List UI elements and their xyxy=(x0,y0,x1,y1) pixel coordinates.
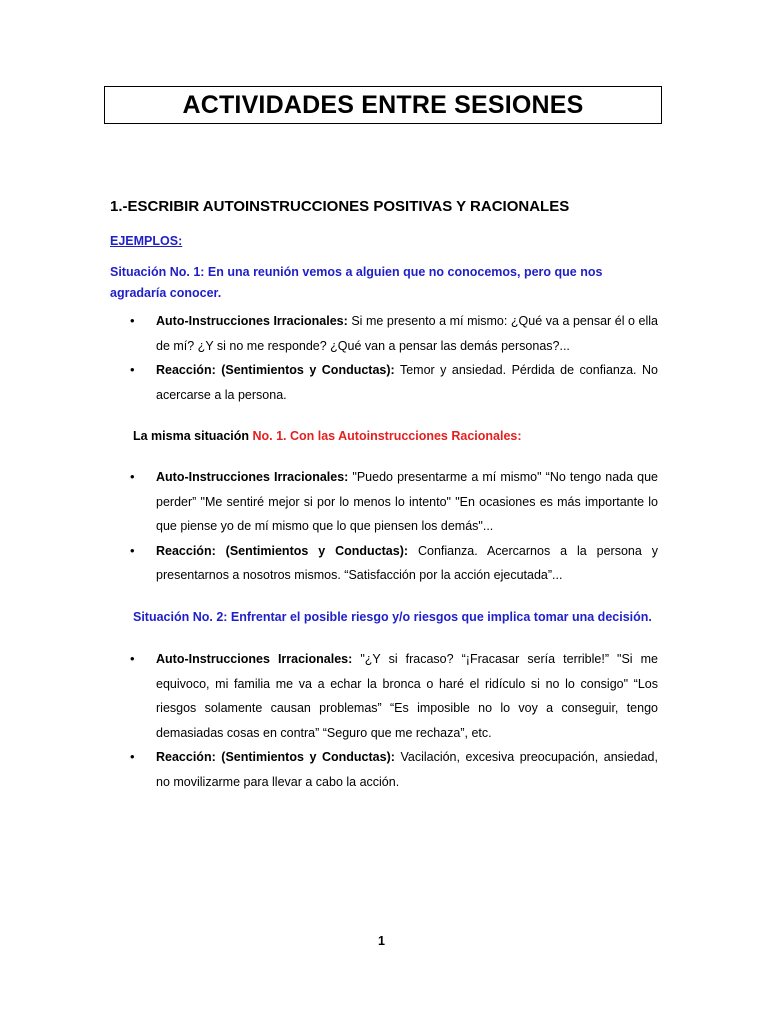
list-item xyxy=(0,358,658,407)
bullet-label: Auto-Instrucciones Irracionales: xyxy=(156,470,349,484)
situation-1-rational-list xyxy=(0,465,768,588)
list-item xyxy=(0,465,658,539)
bullet-text: "Puedo presentarme a mí mismo" “No tengo nada que perder” "Me sentiré mejor si por lo menos lo intento" "En ocasiones es más importante lo que piense yo de mí mismo que lo que piensen los demás"... xyxy=(156,470,658,533)
list-item xyxy=(0,745,658,794)
bullet-label: Reacción: (Sentimientos y Conductas): xyxy=(156,543,409,558)
bullet-text: Si me presento a mí mismo: ¿Qué va a pensar él o ella de mí? ¿Y si no me responde? ¿Qué van a pensar las demás personas?... xyxy=(156,314,658,353)
same-situation-highlight: No. 1. Con las Autoinstrucciones Racionales: xyxy=(252,429,522,443)
bullet-text: Confianza. Acercarnos a la persona y presentarnos a nosotros mismos. “Satisfacción por la acción ejecutada”... xyxy=(156,543,658,582)
same-situation-line xyxy=(133,426,663,447)
list-item xyxy=(0,309,658,358)
same-situation-prefix: La misma situación xyxy=(133,429,253,443)
bullet-text: Temor y ansiedad. Pérdida de confianza. No acercarse a la persona. xyxy=(156,363,658,402)
bullet-text: Vacilación, excesiva preocupación, ansiedad, no movilizarme para llevar a cabo la acción. xyxy=(156,750,658,789)
section-heading: 1.-ESCRIBIR AUTOINSTRUCCIONES POSITIVAS Y RACIONALES xyxy=(110,198,570,215)
list-item xyxy=(0,647,658,745)
bullet-text: "¿Y si fracaso? “¡Fracasar sería terrible!” "Si me equivoco, mi familia me va a echar la bronca o haré el ridículo si no lo consigo" “Los riesgos solamente causan problemas” “Es imposible no lo voy a conseguir, tengo demasiadas cosas en contra” “Seguro que me rechaza”, etc. xyxy=(156,652,658,740)
situation-1: Situación No. 1: En una reunión vemos a alguien que no conocemos, pero que nos agradaría conocer. xyxy=(110,265,603,300)
page-title: ACTIVIDADES ENTRE SESIONES xyxy=(182,90,584,119)
situation-2-list xyxy=(0,647,768,794)
page-number: 1 xyxy=(378,934,385,948)
examples-label: EJEMPLOS: xyxy=(110,234,183,248)
situation-2: Situación No. 2: Enfrentar el posible riesgo y/o riesgos que implica tomar una decisión. xyxy=(133,610,652,624)
title-box xyxy=(104,86,662,124)
bullet-label: Auto-Instrucciones Irracionales: xyxy=(156,652,353,666)
bullet-label: Reacción: (Sentimientos y Conductas): xyxy=(156,750,395,764)
bullet-label: Auto-Instrucciones Irracionales: xyxy=(156,314,348,328)
bullet-label: Reacción: (Sentimientos y Conductas): xyxy=(156,363,395,377)
list-item xyxy=(0,539,658,588)
situation-1-irrational-list xyxy=(0,309,768,407)
